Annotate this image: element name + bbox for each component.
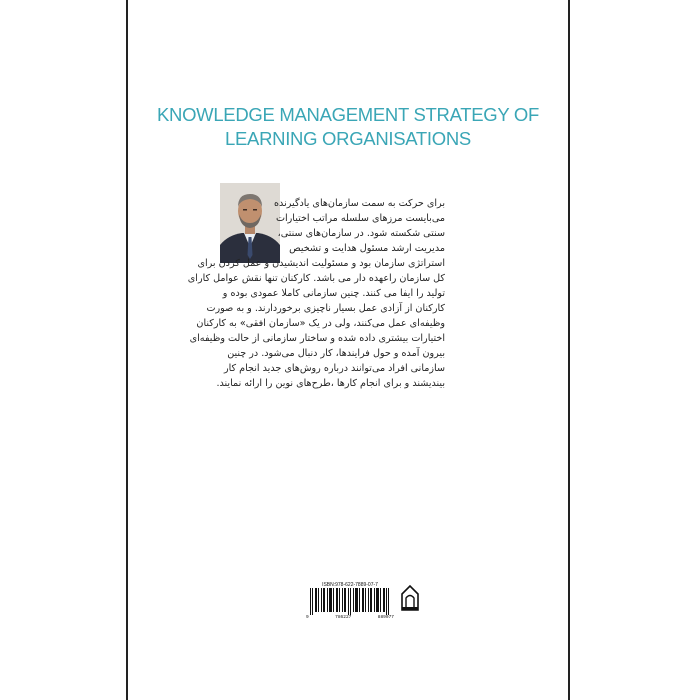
blurb-line: سازمانی افراد می‌توانند درباره روش‌های جدید انجام کار [224,363,445,374]
blurb-line: کل سازمان راعهده دار می باشد. کارکنان تنها نقش عوامل کارای [187,273,445,284]
blurb-line: برای حرکت به سمت سازمان‌های یادگیرنده [274,198,445,209]
title-line-1: KNOWLEDGE MANAGEMENT STRATEGY OF [156,104,540,125]
isbn-barcode [306,582,394,622]
blurb-line: وظیفه‌ای عمل می‌کنند، ولی در یک «سازمان افقی» به کارکنان [196,318,445,329]
title-line-2: LEARNING ORGANISATIONS [225,128,471,149]
blurb-line: مدیریت ارشد مسئول هدایت و تشخیص [289,243,445,254]
barcode-digit-group: 9 [306,615,309,620]
isbn-number: ISBN:978-622-7889-07-7 [322,582,378,588]
blurb-line: بیرون آمده و حول فرایندها، کار دنبال می‌شود. در چنین [227,348,445,359]
book-back-cover [126,0,570,700]
barcode-digits [306,615,394,620]
blurb-line: سنتی شکسته شود. در سازمان‌های سنتی، [277,228,445,239]
blurb-line: استراتژی سازمان بود و مسئولیت اندیشیدن و عمل کردن برای [197,258,445,269]
barcode-digit-group: 786227 [335,615,352,620]
blurb-line: بیندیشند و برای انجام کارها ،طرح‌های نوین را ارائه نمایند. [216,378,445,389]
barcode-digit-group: 889077 [377,615,394,620]
back-cover-blurb [187,196,445,391]
publisher-logo-icon [400,584,420,612]
blurb-line: می‌بایست مرزهای سلسله مراتب اختیارات [275,213,445,224]
blurb-line: تولید را ایفا می کنند. چنین سازمانی کاملا عمودی بوده و [222,288,445,299]
blurb-line: اختیارات بیشتری داده شده و ساختار سازمانی از حالت وظیفه‌ای [189,333,445,344]
blurb-line: کارکنان از آزادی عمل بسیار ناچیزی برخوردارند. و به صورت [206,303,445,314]
barcode-bars [306,588,394,615]
book-title [128,103,568,151]
